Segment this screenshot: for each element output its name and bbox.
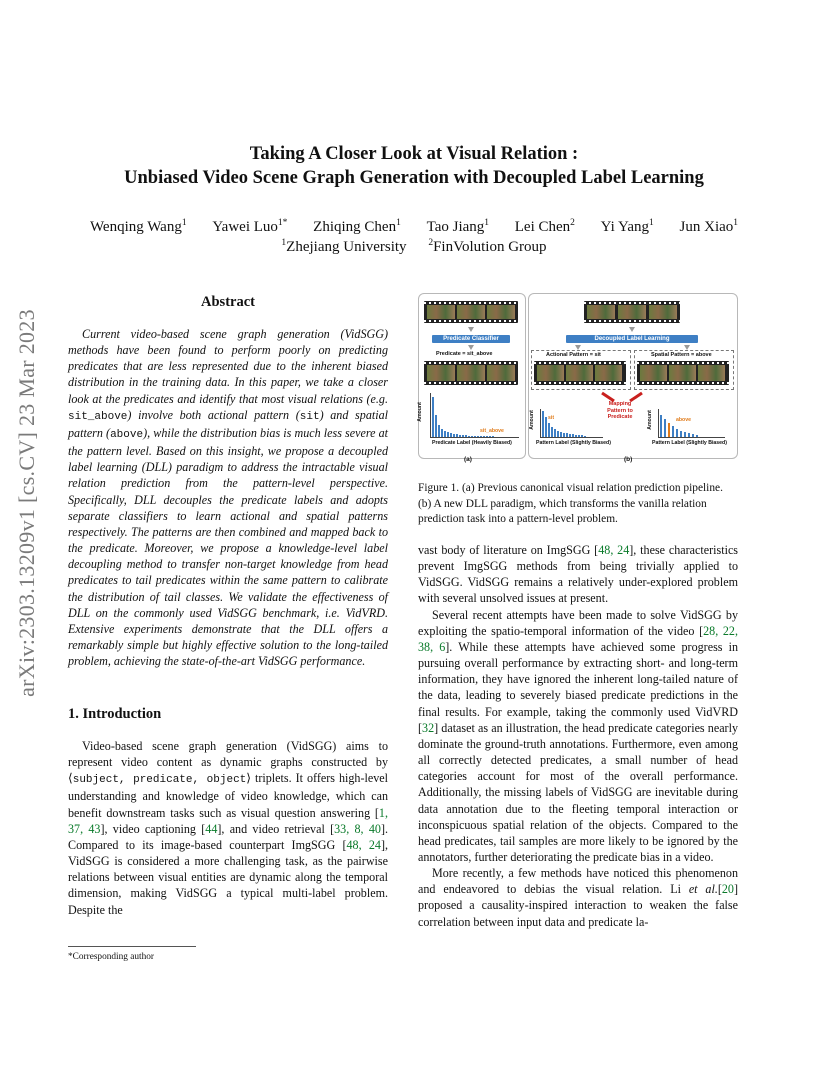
right-column-body: vast body of literature on ImgSGG [48, 24], these characteristics prevent ImgSGG methods from being trivially applied to VidSGG. VidSGG remains a relatively under-explored problem with several unsolved issues at present. Several recent attempts have been made to solve VidSGG by exploiting the spatio-temporal information of the video [28, 22, 38, 6]. While these attempts have achieved some progress in pursuing overall performance by extracting short- and long-term information, they have ignored the inherent long-tailed nature of the data, leading to severely biased predicate predictions in the final results. For example, taking the commonly used VidVRD [32] dataset as an illustration, the head predicate categories nearly dominate the ground-truth annotations. Furthermore, even among all correctly detected predicates, a small number of head categories account for most of the overall performance. Additionally, the missing labels of VidSGG are inevitable during data annotation due to the fleeting temporal interaction or inconspicuous spatial relation of the objects. Compared to the head predicates, tail samples are more likely to be ignored by the annotators, further deteriorating the predicate bias in a video. More recently, a few methods have noticed this phenomenon and endeavored to debias the visual relation. Li et al.[20] proposed a causality-inspired interaction to weaken the false correlation between input data and predicate la- (418, 543, 739, 929)
citation-link[interactable]: 32 (422, 720, 435, 735)
subfigure-label-b: (b) (624, 456, 633, 463)
video-filmstrip (424, 301, 518, 323)
citation-link[interactable]: 1, 37, 43 (68, 805, 388, 836)
introduction-body: Video-based scene graph generation (VidSGG) aims to represent video content as dynamic graphs constructed by ⟨subject, predicate, object⟩ triplets. It offers high-level understanding and knowledge of video knowledge, which can benefit downstream tasks such as visual question answering [1, 37, 43], video captioning [44], and video retrieval [33, 8, 40]. Compared to its image-based counterpart ImgSGG [48, 24], VidSGG is considered a more challenging task, as the pairwise relations between visual entities are dynamic along the temporal dimension, making VidSGG a typical multi-label problem. Despite the (68, 739, 389, 917)
video-filmstrip (637, 361, 729, 385)
subfigure-label-a: (a) (464, 456, 472, 463)
axis-label: Amount (646, 410, 653, 430)
predicate-label: Predicate = sit_above (436, 351, 493, 357)
predicate-classifier-box: Predicate Classifier (432, 335, 510, 343)
author-list (0, 219, 828, 236)
highlight-label: sit_above (480, 428, 504, 434)
bar-chart-spatial (660, 409, 724, 437)
axis-label: Amount (416, 402, 423, 422)
highlight-label: sit (548, 415, 555, 421)
x-axis-label: Predicate Label (Heavily Biased) (432, 440, 512, 446)
author: Yawei Luo$^{1*}$ (212, 218, 288, 235)
spatial-pattern-label: Spatial Pattern = above (651, 352, 712, 358)
author: Jun Xiao$^1$ (679, 218, 739, 235)
video-filmstrip (584, 301, 680, 323)
affiliation: $^2$FinVolution Group (428, 238, 547, 255)
arrow-down-icon (629, 327, 635, 332)
axis-label: Amount (528, 410, 535, 430)
author: Tao Jiang$^1$ (426, 218, 490, 235)
section-heading-introduction: 1. Introduction (68, 706, 162, 722)
footnote-rule (68, 946, 196, 947)
affiliation-list (0, 239, 828, 256)
paper-title-line2: Unbiased Video Scene Graph Generation with Decoupled Label Learning (124, 168, 704, 188)
citation-link[interactable]: 48, 24 (598, 543, 630, 557)
citation-link[interactable]: 20 (721, 882, 734, 897)
x-axis-label: Pattern Label (Slightly Biased) (652, 440, 727, 446)
mapping-note: Mapping Pattern to Predicate (607, 401, 633, 420)
footnote: *Corresponding author (68, 952, 154, 962)
citation-link[interactable]: 28, 22, 38, 6 (418, 623, 738, 654)
author: Zhiqing Chen$^1$ (313, 218, 401, 235)
arrow-down-icon (468, 345, 474, 350)
highlight-label: above (676, 417, 691, 423)
affiliation: $^1$Zhejiang University (281, 238, 407, 255)
arrow-down-icon (468, 327, 474, 332)
author: Yi Yang$^1$ (600, 218, 654, 235)
author: Lei Chen$^2$ (514, 218, 575, 235)
figure-caption: Figure 1. (a) Previous canonical visual relation prediction pipeline. (b) A new DLL paradigm, which transforms the vanilla relation prediction task into a pattern-level problem. (418, 482, 723, 525)
figure-1 (418, 293, 740, 473)
video-filmstrip (534, 361, 626, 385)
mapping-arrows-icon (598, 391, 646, 405)
citation-link[interactable]: 44 (205, 821, 218, 836)
author: Wenqing Wang$^1$ (89, 218, 187, 235)
abstract-heading: Abstract (201, 294, 255, 310)
arxiv-identifier: arXiv:2303.13209v1 [cs.CV] 23 Mar 2023 (14, 309, 39, 697)
dll-box: Decoupled Label Learning (566, 335, 698, 343)
bar-chart-heavy (432, 393, 518, 437)
citation-link[interactable]: 33, 8, 40 (334, 821, 381, 836)
video-filmstrip (424, 361, 518, 385)
bar-chart-actional (542, 409, 602, 437)
paper-title-line1: Taking A Closer Look at Visual Relation : (249, 144, 579, 164)
x-axis-label: Pattern Label (Slightly Biased) (536, 440, 611, 446)
abstract-body: Current video-based scene graph generation (VidSGG) methods have been found to perform poorly on predicting predicates that are less represented due to the inherent biased distribution in the training data. In this paper, we take a closer look at the predicates and identify that most visual relations (e.g. sit_above) involve both actional pattern (sit) and spatial pattern (above), while the distribution bias is much less severe at the pattern level. Based on this insight, we propose a decoupled label learning (DLL) paradigm to address the intractable visual relation prediction from the pattern-level perspective. Specifically, DLL decouples the predicate labels and adopts separate classifiers to learn actional and spatial patterns respectively. The patterns are then combined and mapped back to the predicate. Moreover, we propose a knowledge-level label decoupling method to transfer non-target knowledge from head predicates to tail predicates within the same pattern to calibrate the distribution of tail classes. We validate the effectiveness of DLL on the commonly used VidSGG benchmark, i.e. VidVRD. Extensive experiments demonstrate that the DLL offers a remarkably simple but highly effective solution to the long-tailed problem, achieving the state-of-the-art VidSGG performance. (68, 327, 388, 669)
actional-pattern-label: Actional Pattern = sit (546, 352, 601, 358)
citation-link[interactable]: 48, 24 (346, 837, 381, 852)
